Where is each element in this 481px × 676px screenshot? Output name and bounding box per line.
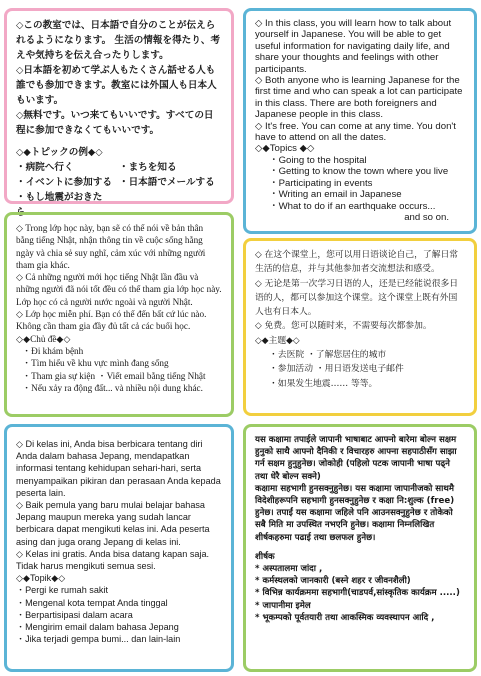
id-topics-list: [16, 584, 222, 645]
en-topic: ・Writing an email in Japanese: [269, 189, 402, 201]
vi-paragraph-1: ◇ Trong lớp học này, bạn sẽ có thể nói về bản thân bằng tiếng Nhật, nhận thông tin về cuộc sống hằng ngày và chia sẻ suy nghĩ, cảm xúc với những người tham gia khác.: [16, 223, 206, 270]
ja-topic: ・もし地震がおきたら…: [16, 192, 103, 218]
ne-topics-list: [255, 563, 465, 624]
ne-paragraph-1: यस कक्षामा तपाईले जापानी भाषाबाट आफ्नो बारेमा बोल्न सक्षम हुनुको साथै आफ्नो दैनिकी र विचारहरु आफ्ना सहपाठीसँग साझा गर्न सक्षम हुनुहुनेछ। जोकोही (पहिलो पटक जापानी भाषा पढ्ने तथा धेरै बोल्न सक्ने): [255, 435, 457, 482]
english-section: [243, 8, 477, 234]
vi-paragraph-2: ◇ Cả những người mới học tiếng Nhật lần đầu và những người đã nói tốt đều có thể tham gia lớp học này. Lớp học có cả người nước ngoài và người Nhật.: [16, 272, 222, 307]
id-paragraph-2: ◇ Baik pemula yang baru mulai belajar bahasa Jepang maupun mereka yang sudah lancar berbicara dapat mengikuti kelas ini. Ada peserta asing dan juga orang Jepang di kelas ini.: [16, 500, 210, 547]
ne-topic: * कर्मस्थलको जानकारी (बस्ने शहर र जीवनशैली): [255, 576, 411, 587]
id-topic: ・Jika terjadi gempa bumi... dan lain-lain: [16, 634, 181, 645]
en-topics-list: [255, 155, 465, 212]
ne-paragraph-2: कक्षामा सहभागी हुनसक्नुहुनेछ। यस कक्षामा जापानीजको साथमै विदेशीहरूपनि सहभागी हुनसक्नुहुनेछ र कक्षा नि:शुल्क (free) हुनेछ। तपाईं यस कक्षामा जहिले पनि आउनसक्नुहुनेछ र तोकेको सबै मिति मा उपस्थित नभएनि हुनेछ। कक्षामा निम्नलिखित शीर्षकहरुमा पढाई तथा छलफल हुनेछ।: [255, 483, 455, 543]
vi-topics-heading: ◇◆Chủ đề◆◇: [16, 333, 71, 344]
en-topic: ・Getting to know the town where you live: [269, 166, 449, 178]
id-topic: ・Mengenal kota tempat Anda tinggal: [16, 597, 168, 608]
vi-topic: ・Tìm hiểu về khu vực mình đang sống: [22, 358, 169, 369]
en-paragraph-1: ◇ In this class, you will learn how to talk about yourself in Japanese. You will be able to get useful information for navigating daily life, and share your thoughts and feelings with other participants.: [255, 18, 452, 75]
vi-paragraph-3: ◇ Lớp học miễn phí. Bạn có thể đến bất cứ lúc nào. Không cần tham gia đầy đủ tất cả các buổi học.: [16, 309, 207, 332]
en-paragraph-3: ◇ It's free. You can come at any time. You don't have to attend on all the dates.: [255, 120, 456, 144]
ja-topic: ・病院へ行く: [16, 162, 74, 173]
ne-topic: * विभिन्न कार्यक्रममा सहभागी(चाडपर्व,सांस्कृतिक कार्यक्रम .....): [255, 588, 460, 599]
indonesian-section: [4, 424, 234, 672]
vietnamese-section: [4, 212, 234, 417]
ja-paragraph-2: ◇日本語を初めて学ぶ人もたくさん話せる人も誰でも参加できます。教室には外国人も日本人もいます。: [16, 65, 217, 106]
en-closing: and so on.: [404, 211, 449, 223]
chinese-section: [243, 238, 477, 416]
id-topic: ・Mengirim email dalam bahasa Jepang: [16, 622, 179, 633]
id-paragraph-1: ◇ Di kelas ini, Anda bisa berbicara tentang diri Anda dalam bahasa Jepang, mendapatkan informasi tentang kehidupan sehari-hari, serta menyampaikan pikiran dan perasaan Anda kepada peserta lain.: [16, 439, 221, 498]
vi-topic: ・Đi khám bệnh: [22, 345, 84, 356]
japanese-section: [4, 8, 234, 218]
ne-topic: * जापानीमा इमेल: [255, 600, 311, 611]
zh-topics-list: [255, 348, 465, 391]
en-topic: ・Participating in events: [269, 177, 373, 189]
nepali-section: [243, 424, 477, 672]
zh-paragraph-3: ◇ 免费。您可以随时来，不需要每次都参加。: [255, 321, 432, 332]
en-topic: ・What to do if an earthquake occurs...: [269, 200, 436, 212]
ja-topics-heading: ◇◆トピックの例◆◇: [16, 147, 103, 158]
id-topic: ・Berpartisipasi dalam acara: [16, 609, 133, 620]
zh-paragraph-2: ◇ 无论是第一次学习日语的人，还是已经能说很多日语的人，都可以参加这个课堂。这个课堂上既有外国人也有日本人。: [255, 278, 459, 318]
zh-topics-heading: ◇◆主题◆◇: [255, 335, 300, 346]
zh-topic: ・如果发生地震…… 等等。: [269, 378, 378, 389]
en-topics-heading: ◇◆Topics ◆◇: [255, 143, 315, 155]
id-topic: ・Pergi ke rumah sakit: [16, 585, 108, 596]
ja-topics-list: [16, 160, 222, 220]
ja-paragraph-1: ◇この教室では、日本語で自分のことが伝えられるようになります。 生活の情報を得たり、考えや気持ちを伝え合ったりします。: [16, 20, 221, 61]
ja-topic: ・まちを知る: [119, 162, 177, 173]
ne-topics-heading: शीर्षक: [255, 551, 275, 562]
zh-paragraph-1: ◇ 在这个课堂上，您可以用日语谈论自己，了解日常生活的信息，并与其他参加者交流想法和感受。: [255, 250, 459, 275]
en-topic: ・Going to the hospital: [269, 154, 367, 166]
vi-topic: ・Nếu xảy ra động đất... và nhiều nội dung khác.: [22, 382, 203, 393]
ne-topic: * अस्पतालमा जांदा ,: [255, 564, 323, 575]
id-topics-heading: ◇◆Topik◆◇: [16, 573, 66, 584]
ja-topic: ・イベントに参加する: [16, 177, 112, 188]
ja-paragraph-3: ◇無料です。いつ来てもいいです。すべての日程に参加できなくてもいいです。: [16, 110, 214, 136]
ja-topic: ・日本語でメールする: [119, 177, 215, 188]
vi-topics-list: [16, 345, 222, 394]
vi-topic: ・Tham gia sự kiện ・Viết email bằng tiếng Nhật: [22, 370, 206, 381]
zh-topic: ・去医院 ・了解您居住的城市: [269, 350, 387, 361]
ne-topic: * भूकम्पको पूर्वतयारी तथा आकस्मिक व्यवस्थापन आदि ,: [255, 612, 435, 623]
id-paragraph-3: ◇ Kelas ini gratis. Anda bisa datang kapan saja. Tidak harus mengikuti semua sesi.: [16, 548, 210, 572]
zh-topic: ・参加活动 ・用日语发送电子邮件: [269, 364, 404, 375]
en-paragraph-2: ◇ Both anyone who is learning Japanese for the first time and who can speak a lot can participate in this class. There are both foreigners and Japanese people in this class.: [255, 75, 463, 121]
